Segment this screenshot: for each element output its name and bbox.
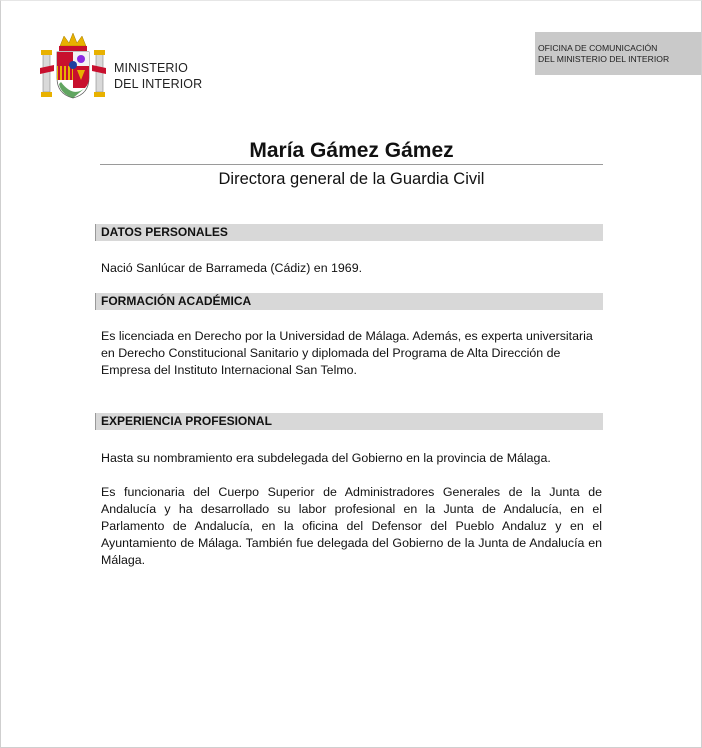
education-text: Es licenciada en Derecho por la Universidad de Málaga. Además, es experta universitaria en Derecho Constitucional Sanitario y diplomada del Programa de Alta Dirección de Empresa del Instituto Internacional San Telmo. [101, 329, 593, 377]
section-heading-experience: EXPERIENCIA PROFESIONAL [95, 413, 603, 430]
office-line-2: DEL MINISTERIO DEL INTERIOR [538, 53, 670, 64]
person-name: María Gámez Gámez [249, 139, 454, 162]
title-divider [100, 164, 603, 165]
office-line-1: OFICINA DE COMUNICACIÓN [538, 43, 658, 53]
ministry-line-1: MINISTERIO [114, 61, 188, 75]
experience-text-1: Hasta su nombramiento era subdelegada del Gobierno en la provincia de Málaga. [101, 451, 551, 465]
person-role: Directora general de la Guardia Civil [218, 170, 485, 188]
ministry-line-2: DEL INTERIOR [114, 77, 203, 91]
ministry-name [114, 60, 202, 92]
section-heading-education: FORMACIÓN ACADÉMICA [95, 293, 603, 310]
personal-text: Nació Sanlúcar de Barrameda (Cádiz) en 1969. [101, 261, 363, 275]
office-label-box [535, 32, 701, 75]
coat-of-arms-icon [40, 32, 106, 102]
experience-text-2: Es funcionaria del Cuerpo Superior de Administradores Generales de la Junta de Andalucía y ha desarrollado su labor profesional en la Junta de Andalucía, en el Parlamento de Andalucía, en la oficina del Defensor del Pueblo Andaluz y en el Ayuntamiento de Málaga. También fue delegada del Gobierno de la Junta de Andalucía en Málaga. [101, 485, 602, 567]
section-heading-personal: DATOS PERSONALES [95, 224, 603, 241]
